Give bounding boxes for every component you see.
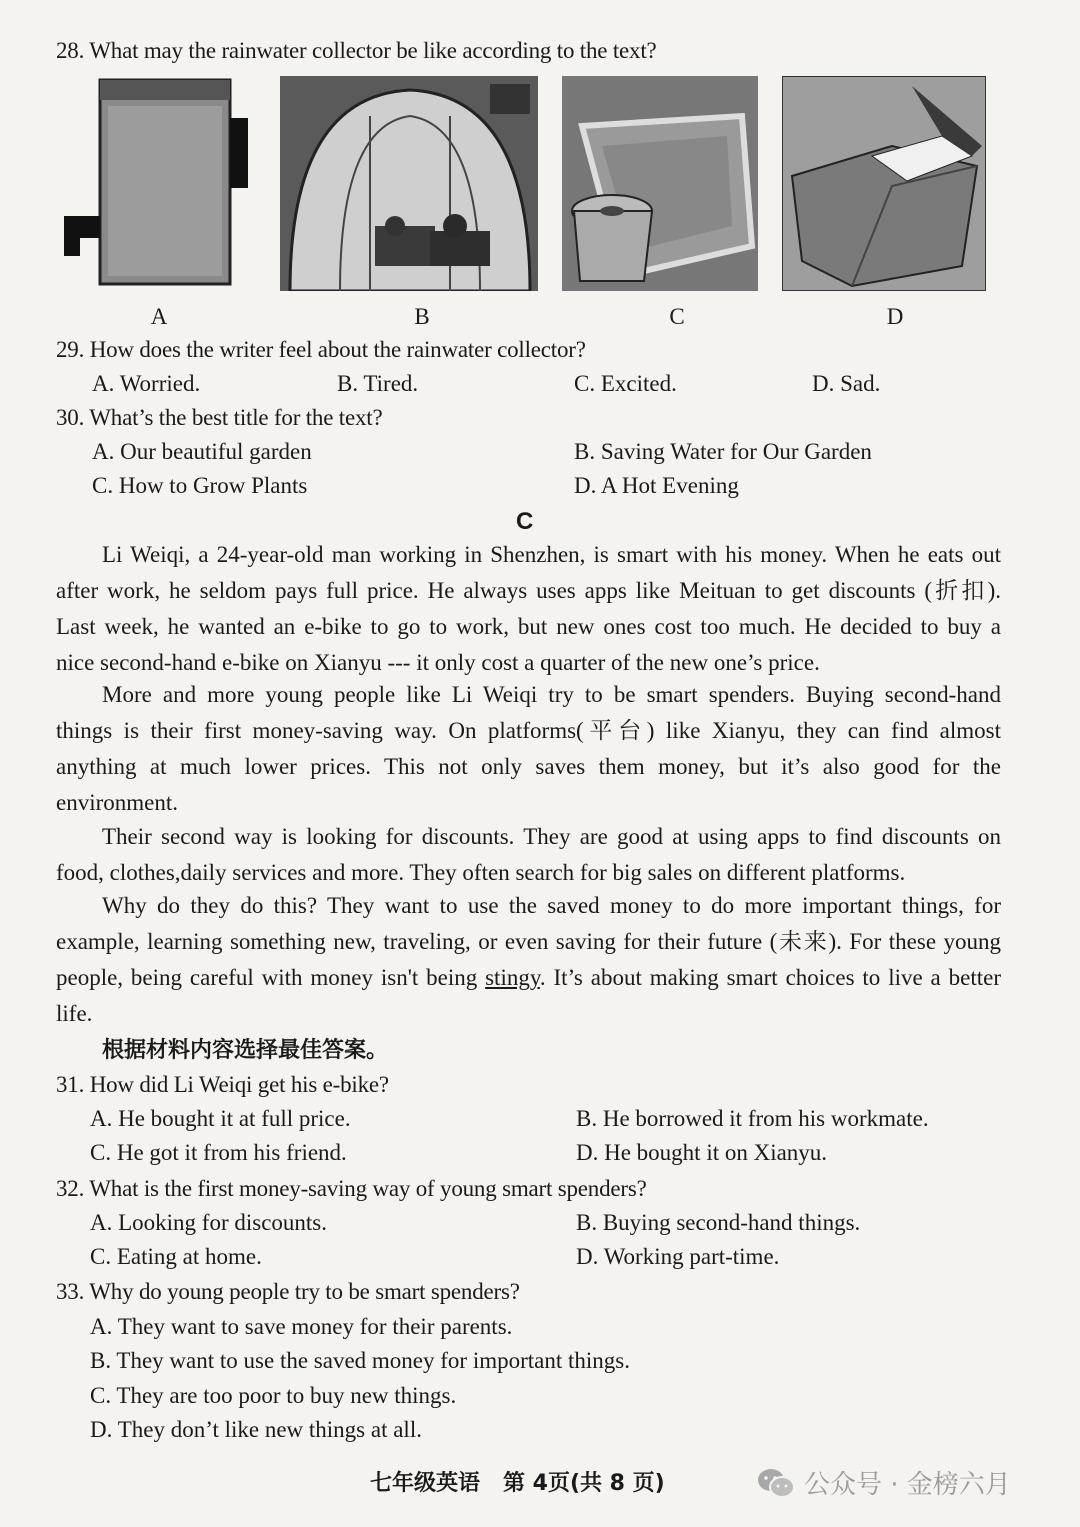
passage-line: Their second way is looking for discounts. They are good at using apps to find discounts on [102, 824, 1001, 849]
option-29-b[interactable]: B. Tired. [337, 371, 419, 396]
instruction-cn: 根据材料内容选择最佳答案。 [102, 1038, 389, 1063]
option-30-a[interactable]: A. Our beautiful garden [92, 439, 312, 464]
picture-label-a: A [150, 304, 168, 329]
passage-paragraph-2 [56, 677, 1001, 821]
passage-line: Li Weiqi, a 24-year-old man working in Shenzhen, is smart with his money. When he eats out [102, 542, 1001, 567]
question-33: 33. Why do young people try to be smart spenders? [56, 1279, 520, 1304]
passage-line [56, 960, 1001, 996]
watermark [756, 1464, 1011, 1501]
passage-line: Why do they do this? They want to use the saved money to do more important things, for [102, 893, 1001, 918]
picture-label-c: C [669, 304, 685, 329]
option-31-d[interactable]: D. He bought it on Xianyu. [576, 1140, 828, 1165]
option-32-c[interactable]: C. Eating at home. [90, 1244, 262, 1269]
passage-line: example, learning something new, traveling, or even saving for their future (未来). For these young [56, 929, 1001, 954]
option-31-c[interactable]: C. He got it from his friend. [90, 1140, 347, 1165]
passage-line: anything at much lower prices. This not only saves them money, but it’s also good for the [56, 754, 1001, 779]
passage-line: environment. [56, 790, 178, 815]
question-30: 30. What’s the best title for the text? [56, 405, 383, 430]
question-29: 29. How does the writer feel about the rainwater collector? [56, 337, 586, 362]
passage-line: food, clothes,daily services and more. They often search for big sales on different platforms. [56, 860, 906, 885]
option-33-c[interactable]: C. They are too poor to buy new things. [90, 1383, 457, 1408]
option-33-d[interactable]: D. They don’t like new things at all. [90, 1417, 422, 1442]
wechat-icon [756, 1467, 796, 1499]
option-32-b[interactable]: B. Buying second-hand things. [576, 1210, 861, 1235]
option-31-b[interactable]: B. He borrowed it from his workmate. [576, 1106, 929, 1131]
option-29-d[interactable]: D. Sad. [812, 371, 881, 396]
passage-line: Last week, he wanted an e-bike to go to work, but new ones cost too much. He decided to buy a [56, 614, 1001, 639]
question-32: 32. What is the first money-saving way of young smart spenders? [56, 1176, 647, 1201]
passage-paragraph-3 [56, 819, 1001, 891]
passage-line: after work, he seldom pays full price. He always uses apps like Meituan to get discounts (折扣). [56, 578, 1001, 603]
option-29-a[interactable]: A. Worried. [92, 371, 201, 396]
question-31: 31. How did Li Weiqi get his e-bike? [56, 1072, 389, 1097]
question-28: 28. What may the rainwater collector be like according to the text? [56, 38, 657, 63]
picture-label-b: B [414, 304, 430, 329]
passage-text: people, being careful with money isn't being [56, 965, 486, 990]
option-32-a[interactable]: A. Looking for discounts. [90, 1210, 328, 1235]
option-29-c[interactable]: C. Excited. [574, 371, 677, 396]
passage-paragraph-4 [56, 888, 1001, 1032]
passage-line: things is their first money-saving way. On platforms(平台) like Xianyu, they can find almost [56, 718, 1001, 743]
underlined-word-stingy: stingy [485, 965, 540, 990]
option-30-d[interactable]: D. A Hot Evening [574, 473, 739, 498]
picture-b-greenhouse [280, 76, 538, 291]
picture-d-box [782, 76, 986, 291]
section-title: C [516, 508, 534, 535]
passage-paragraph-1 [56, 537, 1001, 681]
option-30-b[interactable]: B. Saving Water for Our Garden [574, 439, 872, 464]
picture-options [56, 76, 996, 329]
option-33-a[interactable]: A. They want to save money for their parents. [90, 1314, 513, 1339]
option-33-b[interactable]: B. They want to use the saved money for important things. [90, 1348, 630, 1373]
picture-a-tank [56, 76, 256, 291]
picture-label-d: D [886, 304, 904, 329]
option-31-a[interactable]: A. He bought it at full price. [90, 1106, 351, 1131]
picture-c-bucket [562, 76, 758, 291]
page-footer: 七年级英语 第 4页(共 8 页) [370, 1471, 665, 1496]
watermark-text: 公众号 · 金榜六月 [804, 1470, 1011, 1500]
passage-text: . It’s about making smart choices to live a better [539, 965, 1001, 990]
passage-line: nice second-hand e-bike on Xianyu --- it only cost a quarter of the new one’s price. [56, 650, 820, 675]
option-32-d[interactable]: D. Working part-time. [576, 1244, 780, 1269]
option-30-c[interactable]: C. How to Grow Plants [92, 473, 308, 498]
passage-line: More and more young people like Li Weiqi try to be smart spenders. Buying second-hand [102, 682, 1001, 707]
passage-line: life. [56, 1001, 93, 1026]
